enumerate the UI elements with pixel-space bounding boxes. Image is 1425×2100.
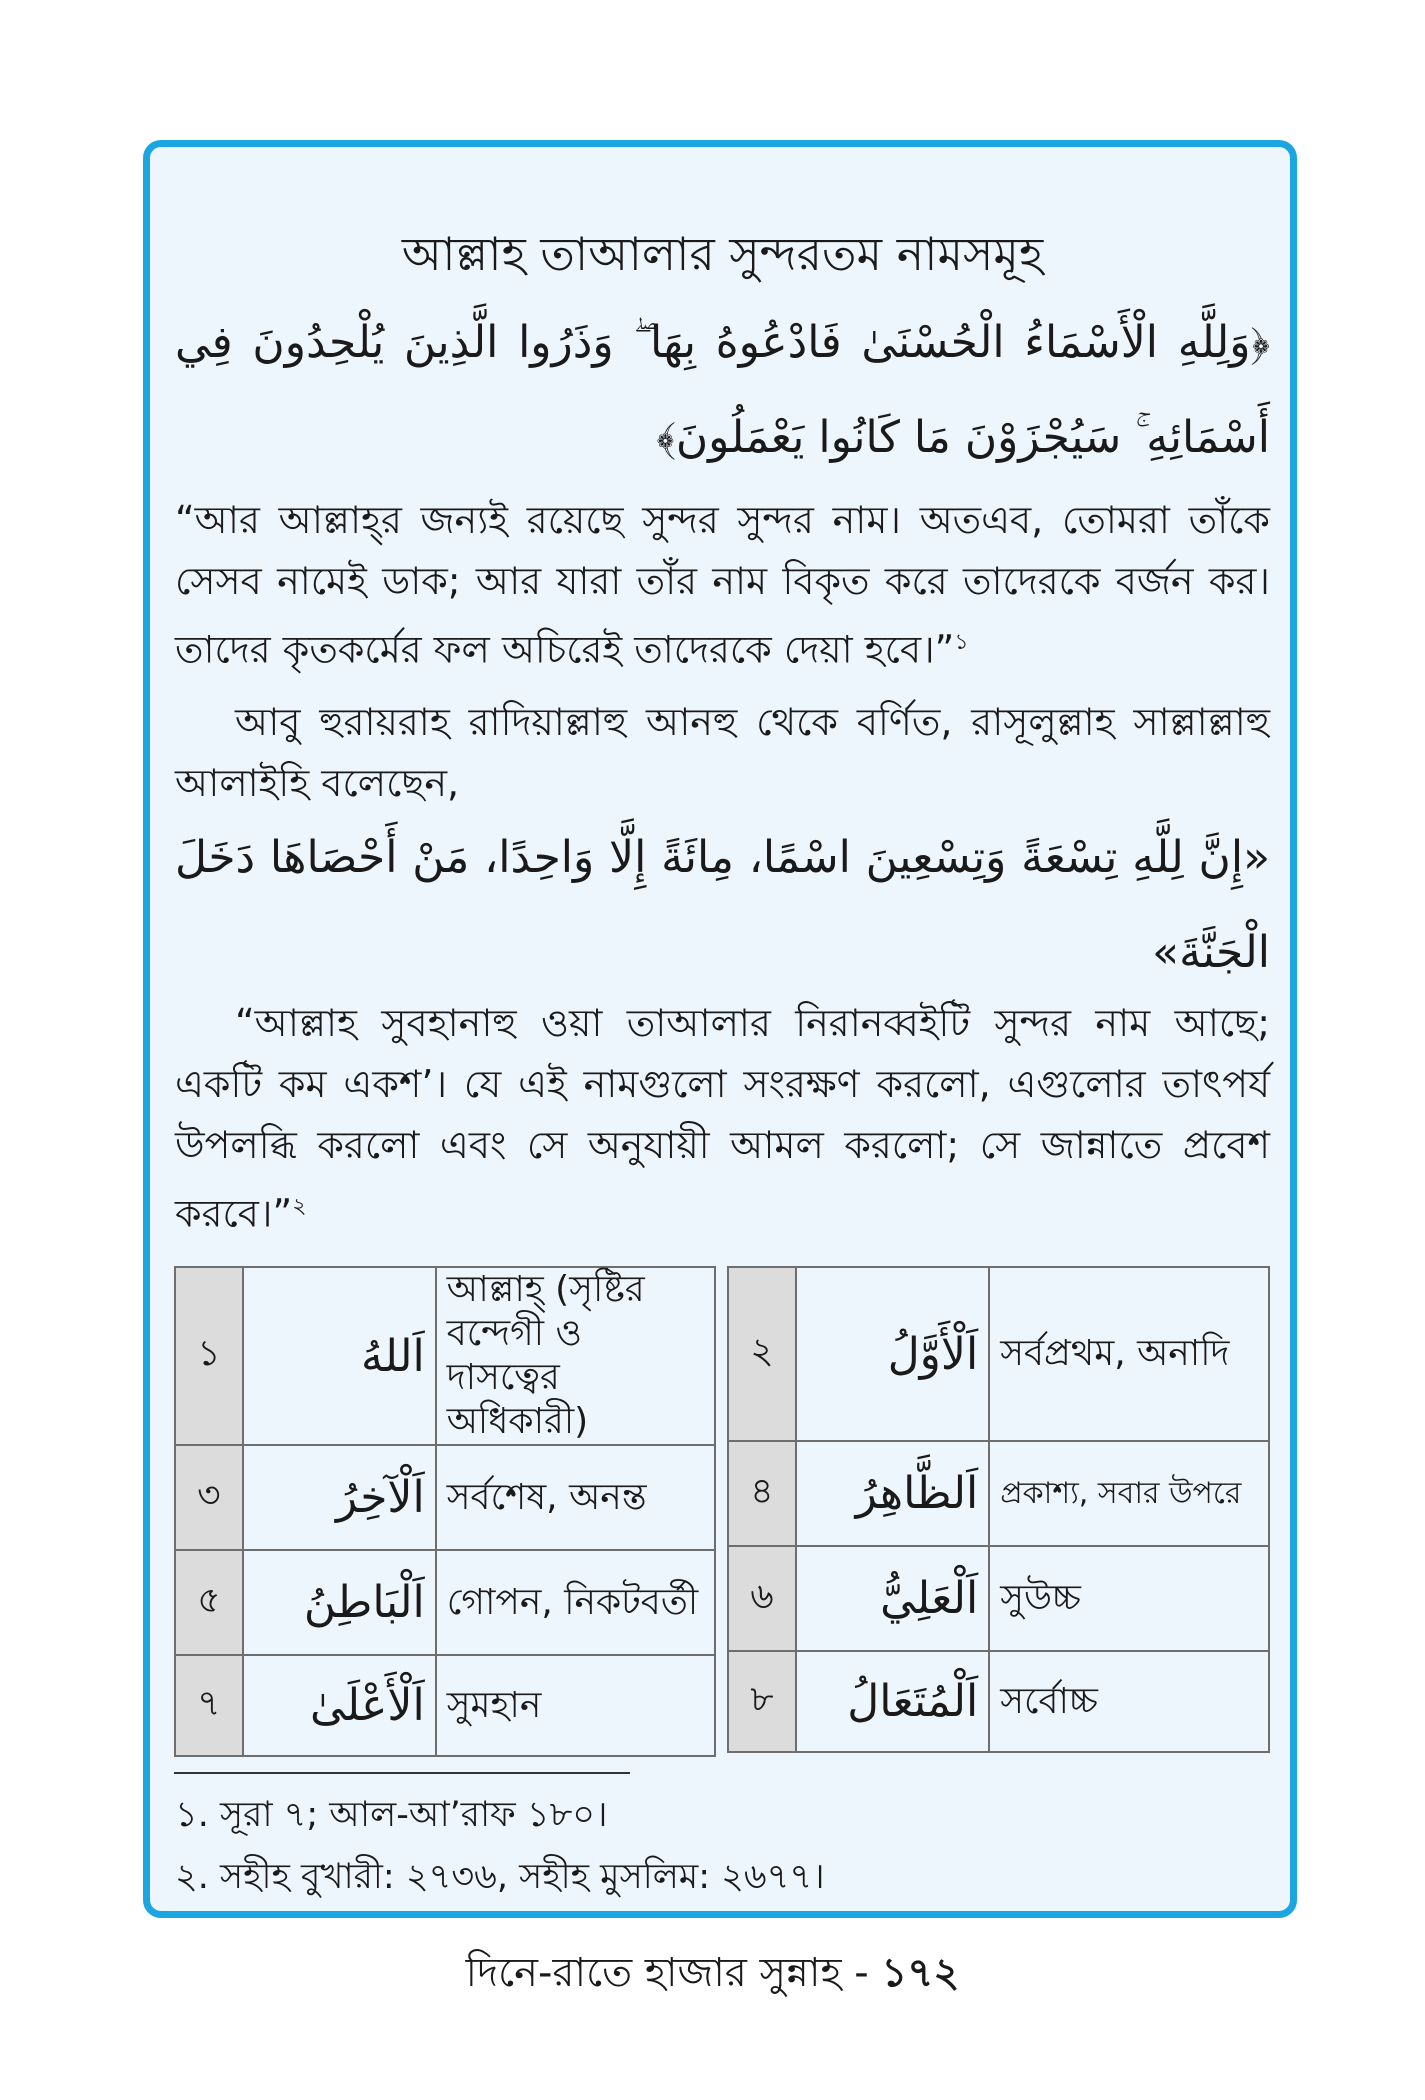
name-meaning: আল্লাহ্ (সৃষ্টির বন্দেগী ও দাসত্বের অধিকারী) <box>436 1267 715 1445</box>
table-row <box>728 1267 1269 1441</box>
name-arabic: اَلْعَلِيُّ <box>796 1546 989 1651</box>
name-arabic: اَلْآخِرُ <box>243 1445 436 1550</box>
table-row <box>175 1550 715 1655</box>
table-row <box>175 1267 715 1445</box>
footnote-1: ১. সূরা ৭; আল-আ’রাফ ১৮০। <box>175 1795 608 1835</box>
book-title: দিনে-রাতে হাজার সুন্নাহ - <box>465 1950 869 1996</box>
name-meaning: গোপন, নিকটবর্তী <box>436 1550 715 1655</box>
hadith-translation-text: “আল্লাহ সুবহানাহু ওয়া তাআলার নিরানব্বইটি সুন্দর নাম আছে; একটি কম একশ’। যে এই নামগুলো সংরক্ষণ করলো, এগুলোর তাৎপর্য উপলব্ধি করলো এবং সে অনুযায়ী আমল করলো; সে জান্নাতে প্রবেশ করবে।” <box>175 1001 1270 1236</box>
table-row <box>728 1651 1269 1752</box>
verse-translation <box>175 490 1270 681</box>
name-number: ৮ <box>728 1651 796 1752</box>
name-arabic: اَلْبَاطِنُ <box>243 1550 436 1655</box>
table-row <box>728 1546 1269 1651</box>
hadith-arabic: «إِنَّ لِلَّهِ تِسْعَةً وَتِسْعِينَ اسْمًا، مِائَةً إِلَّا وَاحِدًا، مَنْ أَحْصَاهَا دَخَلَ الْجَنَّةَ» <box>175 832 1270 978</box>
name-meaning: সর্বপ্রথম, অনাদি <box>989 1267 1269 1441</box>
names-table-left <box>174 1266 716 1757</box>
table-row <box>175 1655 715 1756</box>
name-number: ৬ <box>728 1546 796 1651</box>
footnote-2: ২. সহীহ বুখারী: ২৭৩৬, সহীহ মুসলিম: ২৬৭৭। <box>175 1857 825 1897</box>
name-number: ১ <box>175 1267 243 1445</box>
name-number: ৩ <box>175 1445 243 1550</box>
name-meaning: সর্বশেষ, অনন্ত <box>436 1445 715 1550</box>
page-title: আল্লাহ তাআলার সুন্দরতম নামসমূহ <box>401 227 1044 281</box>
footnote-ref-2[interactable]: ২ <box>292 1194 307 1219</box>
quran-verse-arabic: ﴿وَلِلَّهِ الْأَسْمَاءُ الْحُسْنَىٰ فَادْعُوهُ بِهَا ۖ وَذَرُوا الَّذِينَ يُلْحِدُونَ فِي أَسْمَائِهِ ۚ سَيُجْزَوْنَ مَا كَانُوا يَعْمَلُونَ﴾ <box>175 317 1270 463</box>
name-arabic: اَلظَّاهِرُ <box>796 1441 989 1546</box>
page-footer <box>0 1945 1425 2001</box>
name-meaning: সুউচ্চ <box>989 1546 1269 1651</box>
table-row <box>728 1441 1269 1546</box>
name-number: ৫ <box>175 1550 243 1655</box>
hadith-translation <box>175 993 1270 1245</box>
footnote-ref-1[interactable]: ১ <box>954 630 969 655</box>
name-arabic: اَلْأَعْلَىٰ <box>243 1655 436 1756</box>
name-meaning: সুমহান <box>436 1655 715 1756</box>
table-row <box>175 1445 715 1550</box>
page-number: ১৭২ <box>881 1950 960 1996</box>
hadith-intro: আবু হুরায়রাহ রাদিয়াল্লাহু আনহু থেকে বর্ণিত, রাসূলুল্লাহ সাল্লাল্লাহু আলাইহি বলেছেন, <box>175 700 1270 805</box>
name-meaning: প্রকাশ্য, সবার উপরে <box>989 1441 1269 1546</box>
name-number: ৭ <box>175 1655 243 1756</box>
verse-translation-text: “আর আল্লাহ্‌র জন্যই রয়েছে সুন্দর সুন্দর নাম। অতএব, তোমরা তাঁকে সেসব নামেই ডাক; আর যারা তাঁর নাম বিকৃত করে তাদেরকে বর্জন কর। তাদের কৃতকর্মের ফল অচিরেই তাদেরকে দেয়া হবে।” <box>175 498 1270 672</box>
footnote-divider <box>174 1772 630 1774</box>
name-arabic: اَللهُ <box>243 1267 436 1445</box>
name-meaning: সর্বোচ্চ <box>989 1651 1269 1752</box>
name-number: ২ <box>728 1267 796 1441</box>
name-number: ৪ <box>728 1441 796 1546</box>
name-arabic: اَلْأَوَّلُ <box>796 1267 989 1441</box>
name-arabic: اَلْمُتَعَالُ <box>796 1651 989 1752</box>
names-table-right <box>727 1266 1270 1753</box>
